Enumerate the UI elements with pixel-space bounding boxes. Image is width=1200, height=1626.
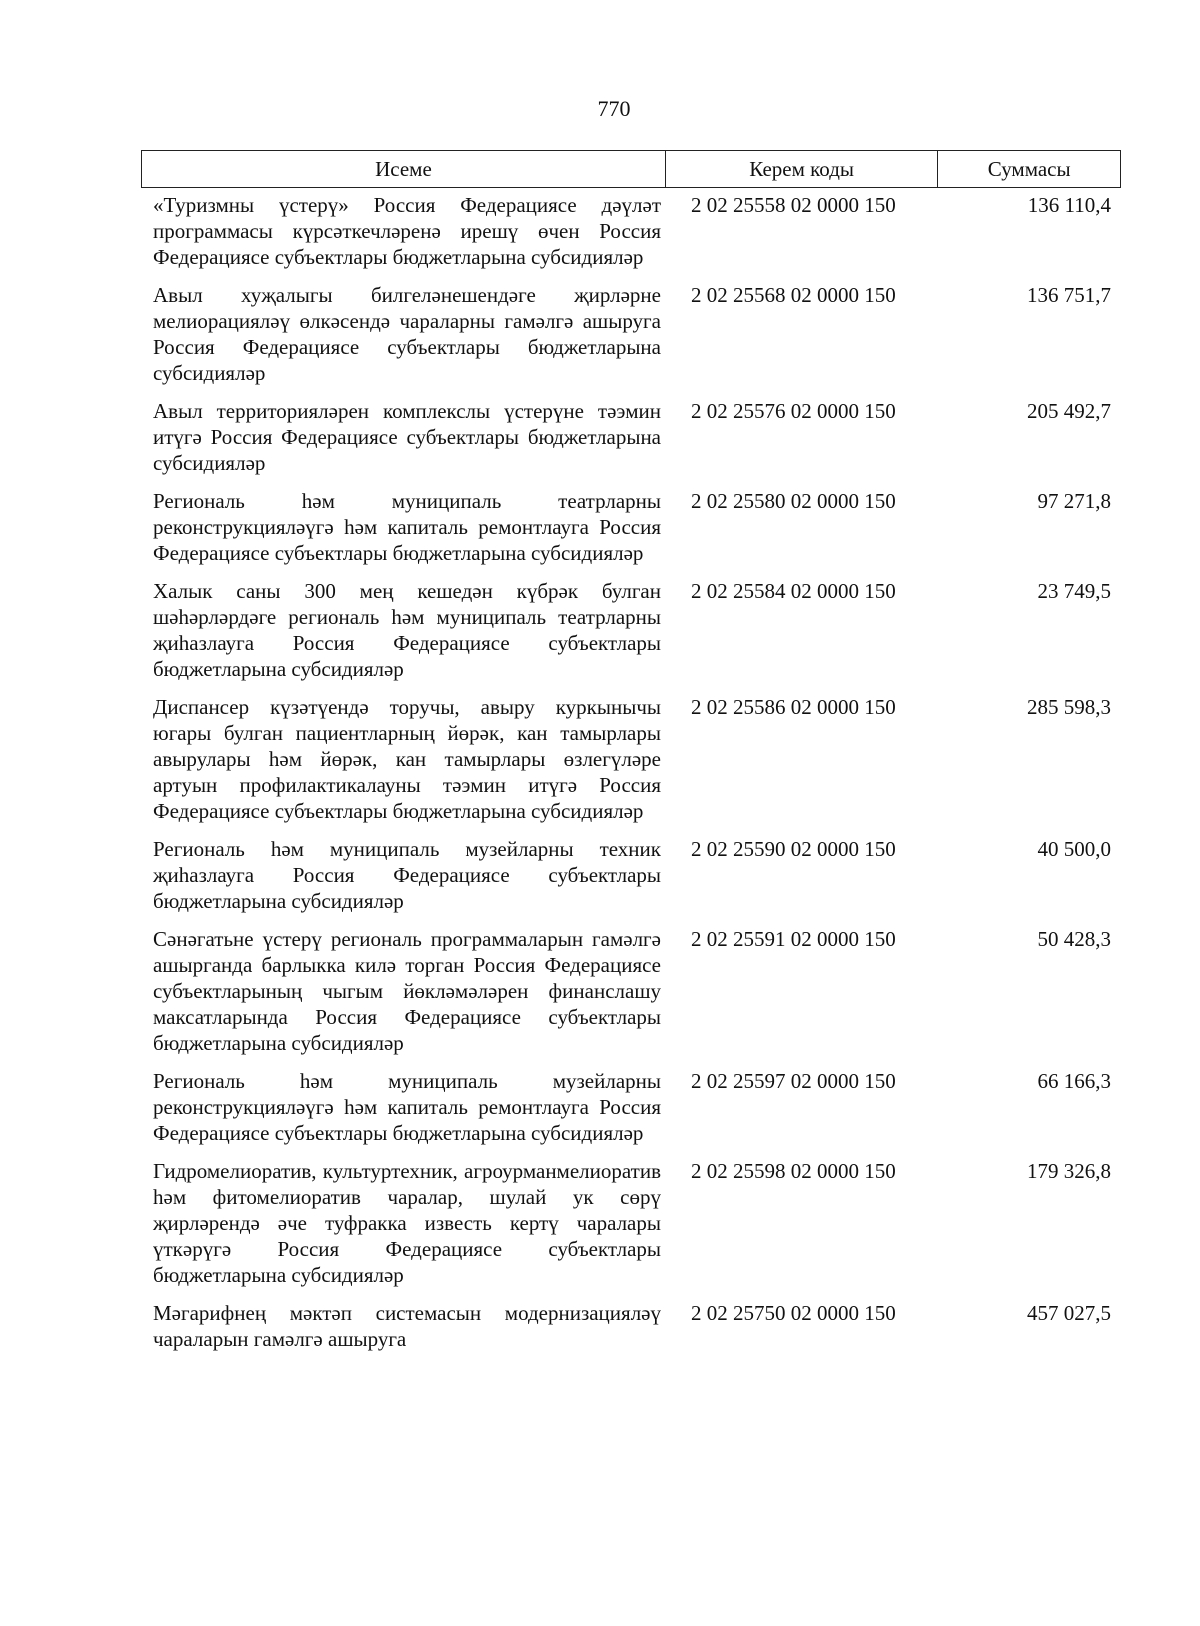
table-row	[141, 578, 1121, 682]
row-name: Халык саны 300 мең кешедән күбрәк булган шәһәрләрдәге региональ һәм муниципаль театрларны җиһазлауга Россия Федерациясе субъектлары бюджетларына субсидияләр	[153, 579, 661, 681]
row-name: Гидромелиоратив, культуртехник, агроурманмелиоратив һәм фитомелиоратив чаралар, шулай ук сөрү җирләрендә әче туфракка известь кертү чаралары үткәрүгә Россия Федерациясе субъектлары бюджетларына субсидияләр	[153, 1159, 661, 1287]
row-code: 2 02 25576 02 0000 150	[691, 399, 896, 423]
page-number: 770	[597, 96, 631, 121]
table-row	[141, 1300, 1121, 1352]
row-sum: 457 027,5	[1027, 1301, 1111, 1325]
row-sum: 136 110,4	[1027, 193, 1111, 217]
header-sum: Суммасы	[987, 156, 1071, 181]
row-name: Сәнәгатьне үстерү региональ программаларын гамәлгә ашырганда барлыкка килә торган Россия Федерациясе субъектларының чыгым йөкләмәләрен финанслашу максатларында Россия Федерациясе субъектлары бюджетларына субсидияләр	[153, 927, 661, 1055]
table-row	[141, 694, 1121, 824]
table-row	[141, 398, 1121, 476]
row-code: 2 02 25598 02 0000 150	[691, 1159, 896, 1183]
table-row	[141, 1068, 1121, 1146]
row-name: Региональ һәм муниципаль музейларны реконструкцияләүгә һәм капиталь ремонтлауга Россия Федерациясе субъектлары бюджетларына субсидияләр	[153, 1069, 661, 1145]
row-code: 2 02 25568 02 0000 150	[691, 283, 896, 307]
table-row	[141, 282, 1121, 386]
row-code: 2 02 25558 02 0000 150	[691, 193, 896, 217]
table-row	[141, 192, 1121, 270]
row-code: 2 02 25580 02 0000 150	[691, 489, 896, 513]
header-name: Исеме	[142, 151, 666, 187]
table-row	[141, 1158, 1121, 1288]
row-sum: 205 492,7	[1027, 399, 1111, 423]
row-sum: 50 428,3	[1037, 927, 1111, 951]
row-code: 2 02 25584 02 0000 150	[691, 579, 896, 603]
row-sum: 97 271,8	[1037, 489, 1111, 513]
table-row	[141, 926, 1121, 1056]
row-name: Мәгарифнең мәктәп системасын модернизацияләү чараларын гамәлгә ашыруга	[153, 1301, 661, 1351]
row-name: Авыл хуҗалыгы билгеләнешендәге җирләрне мелиорацияләү өлкәсендә чараларны гамәлгә ашыруга Россия Федерациясе субъектлары бюджетларына субсидияләр	[153, 283, 661, 385]
row-code: 2 02 25597 02 0000 150	[691, 1069, 896, 1093]
row-code: 2 02 25586 02 0000 150	[691, 695, 896, 719]
table-row	[141, 488, 1121, 566]
table-row	[141, 836, 1121, 914]
row-sum: 179 326,8	[1027, 1159, 1111, 1183]
header-code: Керем коды	[666, 151, 938, 187]
row-name: Региональ һәм муниципаль музейларны техник җиһазлауга Россия Федерациясе субъектлары бюджетларына субсидияләр	[153, 837, 661, 913]
row-name: «Туризмны үстерү» Россия Федерациясе дәүләт программасы күрсәткечләренә ирешү өчен Россия Федерациясе субъектлары бюджетларына субсидияләр	[153, 193, 661, 269]
row-sum: 66 166,3	[1037, 1069, 1111, 1093]
row-sum: 23 749,5	[1037, 579, 1111, 603]
row-code: 2 02 25750 02 0000 150	[691, 1301, 896, 1325]
row-sum: 136 751,7	[1027, 283, 1111, 307]
row-code: 2 02 25591 02 0000 150	[691, 927, 896, 951]
row-name: Диспансер күзәтүендә торучы, авыру куркынычы югары булган пациентларның йөрәк, кан тамырлары авырулары һәм йөрәк, кан тамырлары өзлегүләре артуын профилактикалауны тәэмин итүгә Россия Федерациясе субъектлары бюджетларына субсидияләр	[153, 695, 661, 823]
table-header	[141, 150, 1121, 188]
row-code: 2 02 25590 02 0000 150	[691, 837, 896, 861]
row-name: Авыл территорияләрен комплекслы үстерүне тәэмин итүгә Россия Федерациясе субъектлары бюджетларына субсидияләр	[153, 399, 661, 475]
row-sum: 285 598,3	[1027, 695, 1111, 719]
row-name: Региональ һәм муниципаль театрларны реконструкцияләүгә һәм капиталь ремонтлауга Россия Федерациясе субъектлары бюджетларына субсидияләр	[153, 489, 661, 565]
row-sum: 40 500,0	[1037, 837, 1111, 861]
table-body	[141, 192, 1121, 1364]
